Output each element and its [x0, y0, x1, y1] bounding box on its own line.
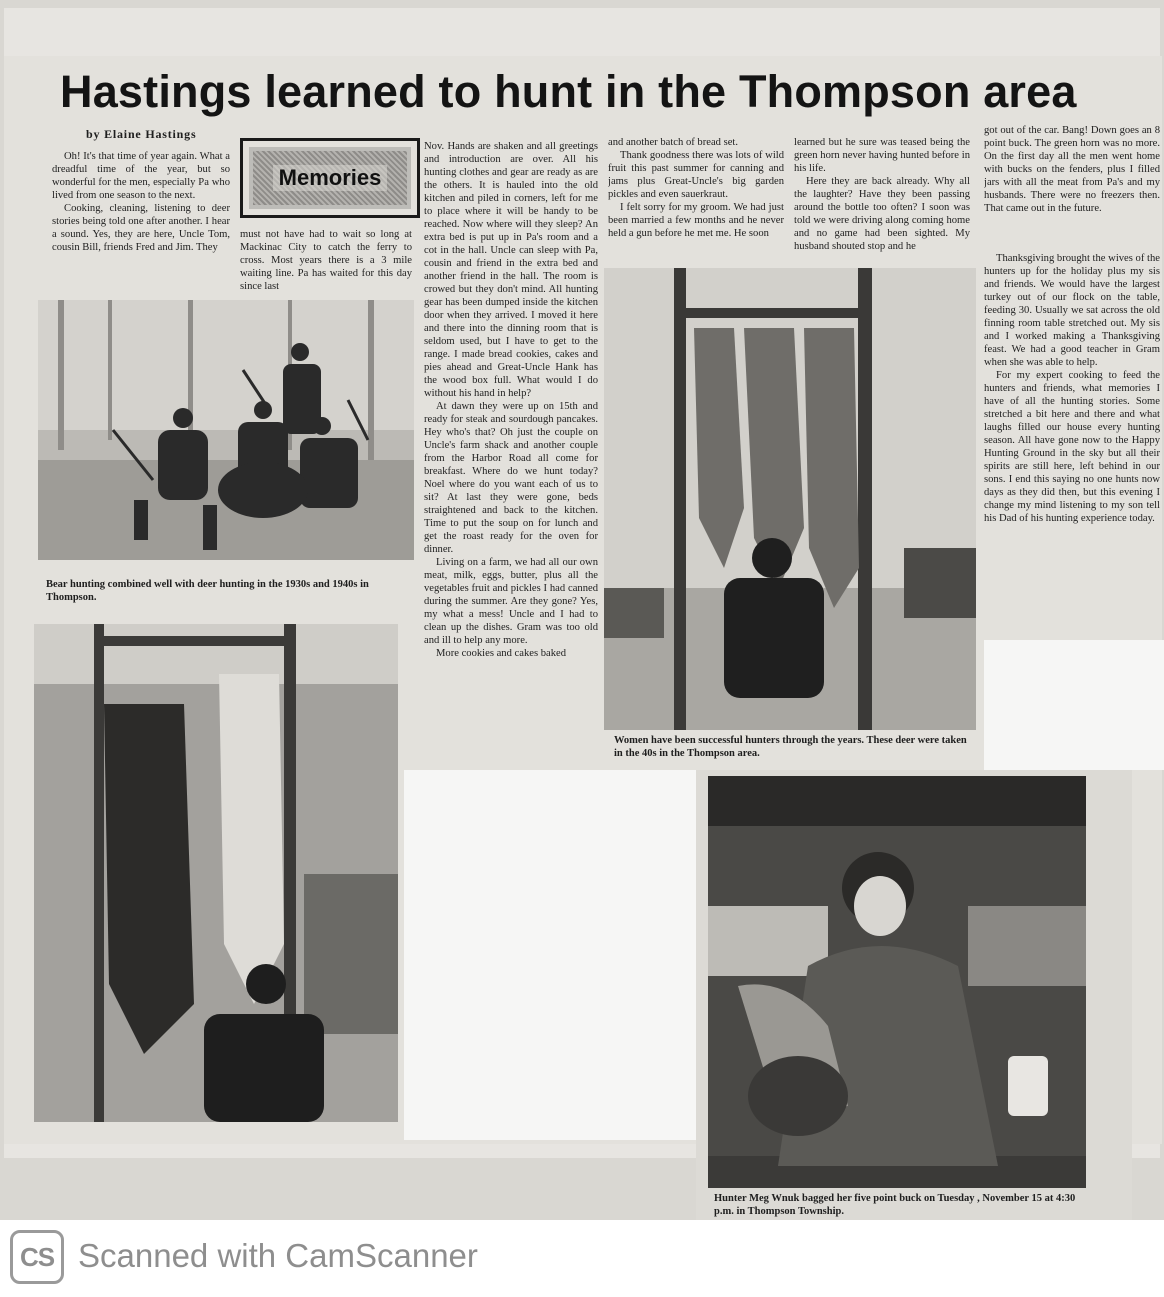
memories-label: Memories — [273, 165, 388, 191]
paragraph: Here they are back already. Why all the laughter? Have they been passing around the bottle too often? I soon was told we were driving along coming home and no game had been sighted. My husband shouted stop and he — [794, 176, 970, 252]
caption-meg-wnuk: Hunter Meg Wnuk bagged her five point buck on Tuesday , November 15 at 4:30 p.m. in Thompson Township. — [714, 1193, 1076, 1217]
blank-paper-sheet — [404, 770, 696, 1140]
paragraph: More cookies and cakes baked — [436, 648, 567, 659]
memories-section-box — [240, 138, 420, 218]
caption-women-hunters: Women have been successful hunters through the years. These deer were taken in the 40s in the Thompson area. — [614, 735, 967, 759]
byline: by Elaine Hastings — [86, 127, 197, 141]
paragraph: I felt sorry for my groom. We had just been married a few months and he never held a gun before he met me. He soon — [608, 202, 784, 239]
paragraph: Oh! It's that time of year again. What a dreadful time of the year, but so wonderful for the men, especially Pa who lived from one season to the next. — [52, 151, 230, 201]
paragraph: Thank goodness there was lots of wild fruit this past summer for canning and jams plus Great-Uncle's big garden pickles and even sauerkraut. — [608, 150, 784, 200]
paragraph: must not have had to wait so long at Mackinac City to catch the ferry to cross. Most years there is a 3 mile waiting line. Pa has waited for this day since last — [240, 229, 412, 292]
hanging-deer-image — [34, 624, 398, 1122]
paragraph: For my expert cooking to feed the hunters and friends, what memories I have of all the hunting stories. Some stretched a bit here and there and what laughs filled our house every hunting season. All have gone now to the Happy Hunting Ground in the sky but all their spirits are still here, left behind in our sons. I end this saying no one hunts now days as they did then, but this evening I change my mind listening to my son tell his Dad of his hunting experience today. — [984, 370, 1160, 524]
paragraph: Thanksgiving brought the wives of the hunters up for the holiday plus my sis and friends. We would have the largest turkey out of our flock on the table, feeding 30. Usually we sat across the old finning room table stretched out. My sis and I worked making a Thanksgiving feast. We had a good teacher in Gram when she was able to help. — [984, 253, 1160, 368]
paragraph: At dawn they were up on 15th and ready for steak and sourdough pancakes. Hey who's that? Oh just the couple on Uncle's farm shack and another couple from the Harbor Road all come for breakfast. Where do we hunt today? Noel where do you want each of us to sit? At last they were gone, beds straightened and back to the kitchen. Time to put the soup on for lunch and get the roast ready for the oven for dinner. — [424, 401, 598, 555]
blank-paper-sheet-right — [984, 640, 1164, 770]
article-column-6-continued — [984, 252, 1160, 626]
article-column-6 — [984, 124, 1160, 248]
headline: Hastings learned to hunt in the Thompson area — [60, 66, 1077, 117]
article-column-4 — [608, 136, 784, 268]
photo-bear-hunters — [38, 300, 414, 560]
paragraph: and another batch of bread set. — [608, 137, 739, 148]
paragraph: Living on a farm, we had all our own meat, milk, eggs, butter, plus all the vegetables fruit and pickles I had canned during the summer. Are they gone? Yes, my what a mess! Uncle and I had to clean up the dishes. Gram was too old and ill to help any more. — [424, 557, 598, 646]
photo-hanging-deer-hides — [34, 624, 398, 1122]
article-column-1 — [52, 150, 230, 292]
paragraph: learned but he sure was teased being the green horn never having hunted before in his life. — [794, 137, 970, 174]
article-column-5 — [794, 136, 970, 268]
article-column-3 — [424, 140, 598, 770]
caption-bear-hunting: Bear hunting combined well with deer hunting in the 1930s and 1940s in Thompson. — [46, 579, 369, 603]
bear-hunters-image — [38, 300, 414, 560]
paragraph: Cooking, cleaning, listening to deer stories being told one after another. I hear a sound. Yes, they are here, Uncle Tom, cousin Bill, friends Fred and Jim. They — [52, 203, 230, 253]
camscanner-watermark-text: Scanned with CamScanner — [78, 1237, 478, 1274]
paragraph: got out of the car. Bang! Down goes an 8 point buck. The green horn was no more. On the first day all the men went home with bucks on the fenders, plus I filled jars with all the meat from Pa's and my husbands. There were no freezers then. That came out in the future. — [984, 125, 1160, 214]
woman-deer-image — [604, 268, 976, 730]
article-column-2 — [240, 228, 412, 294]
photo-hunter-meg-wnuk — [708, 776, 1086, 1188]
photo-woman-with-deer — [604, 268, 976, 730]
camscanner-logo: CS — [10, 1230, 64, 1284]
paragraph: Nov. Hands are shaken and all greetings and introduction are over. All his hunting clothes and gear are ready as are the others. It is hauled into the old kitchen and piled in corners, left for me to place where it will be handy to be reached. Now where will they sleep? An extra bed is put up in Pa's room and a cot in the hall. Uncle can sleep with Pa, cousin and friend in the extra bed and another friend in the hall. The room is crowed but they don't mind. All hunting gear has been dumped inside the kitchen door when they arrived. I moved it here and there into the dinning room that is seldom used, but I have to get to the range. I made bread cookies, cakes and pies ahead and Great-Uncle Hank has the wood box full. What would I do without his hand in help? — [424, 141, 598, 399]
meg-wnuk-image — [708, 776, 1086, 1188]
